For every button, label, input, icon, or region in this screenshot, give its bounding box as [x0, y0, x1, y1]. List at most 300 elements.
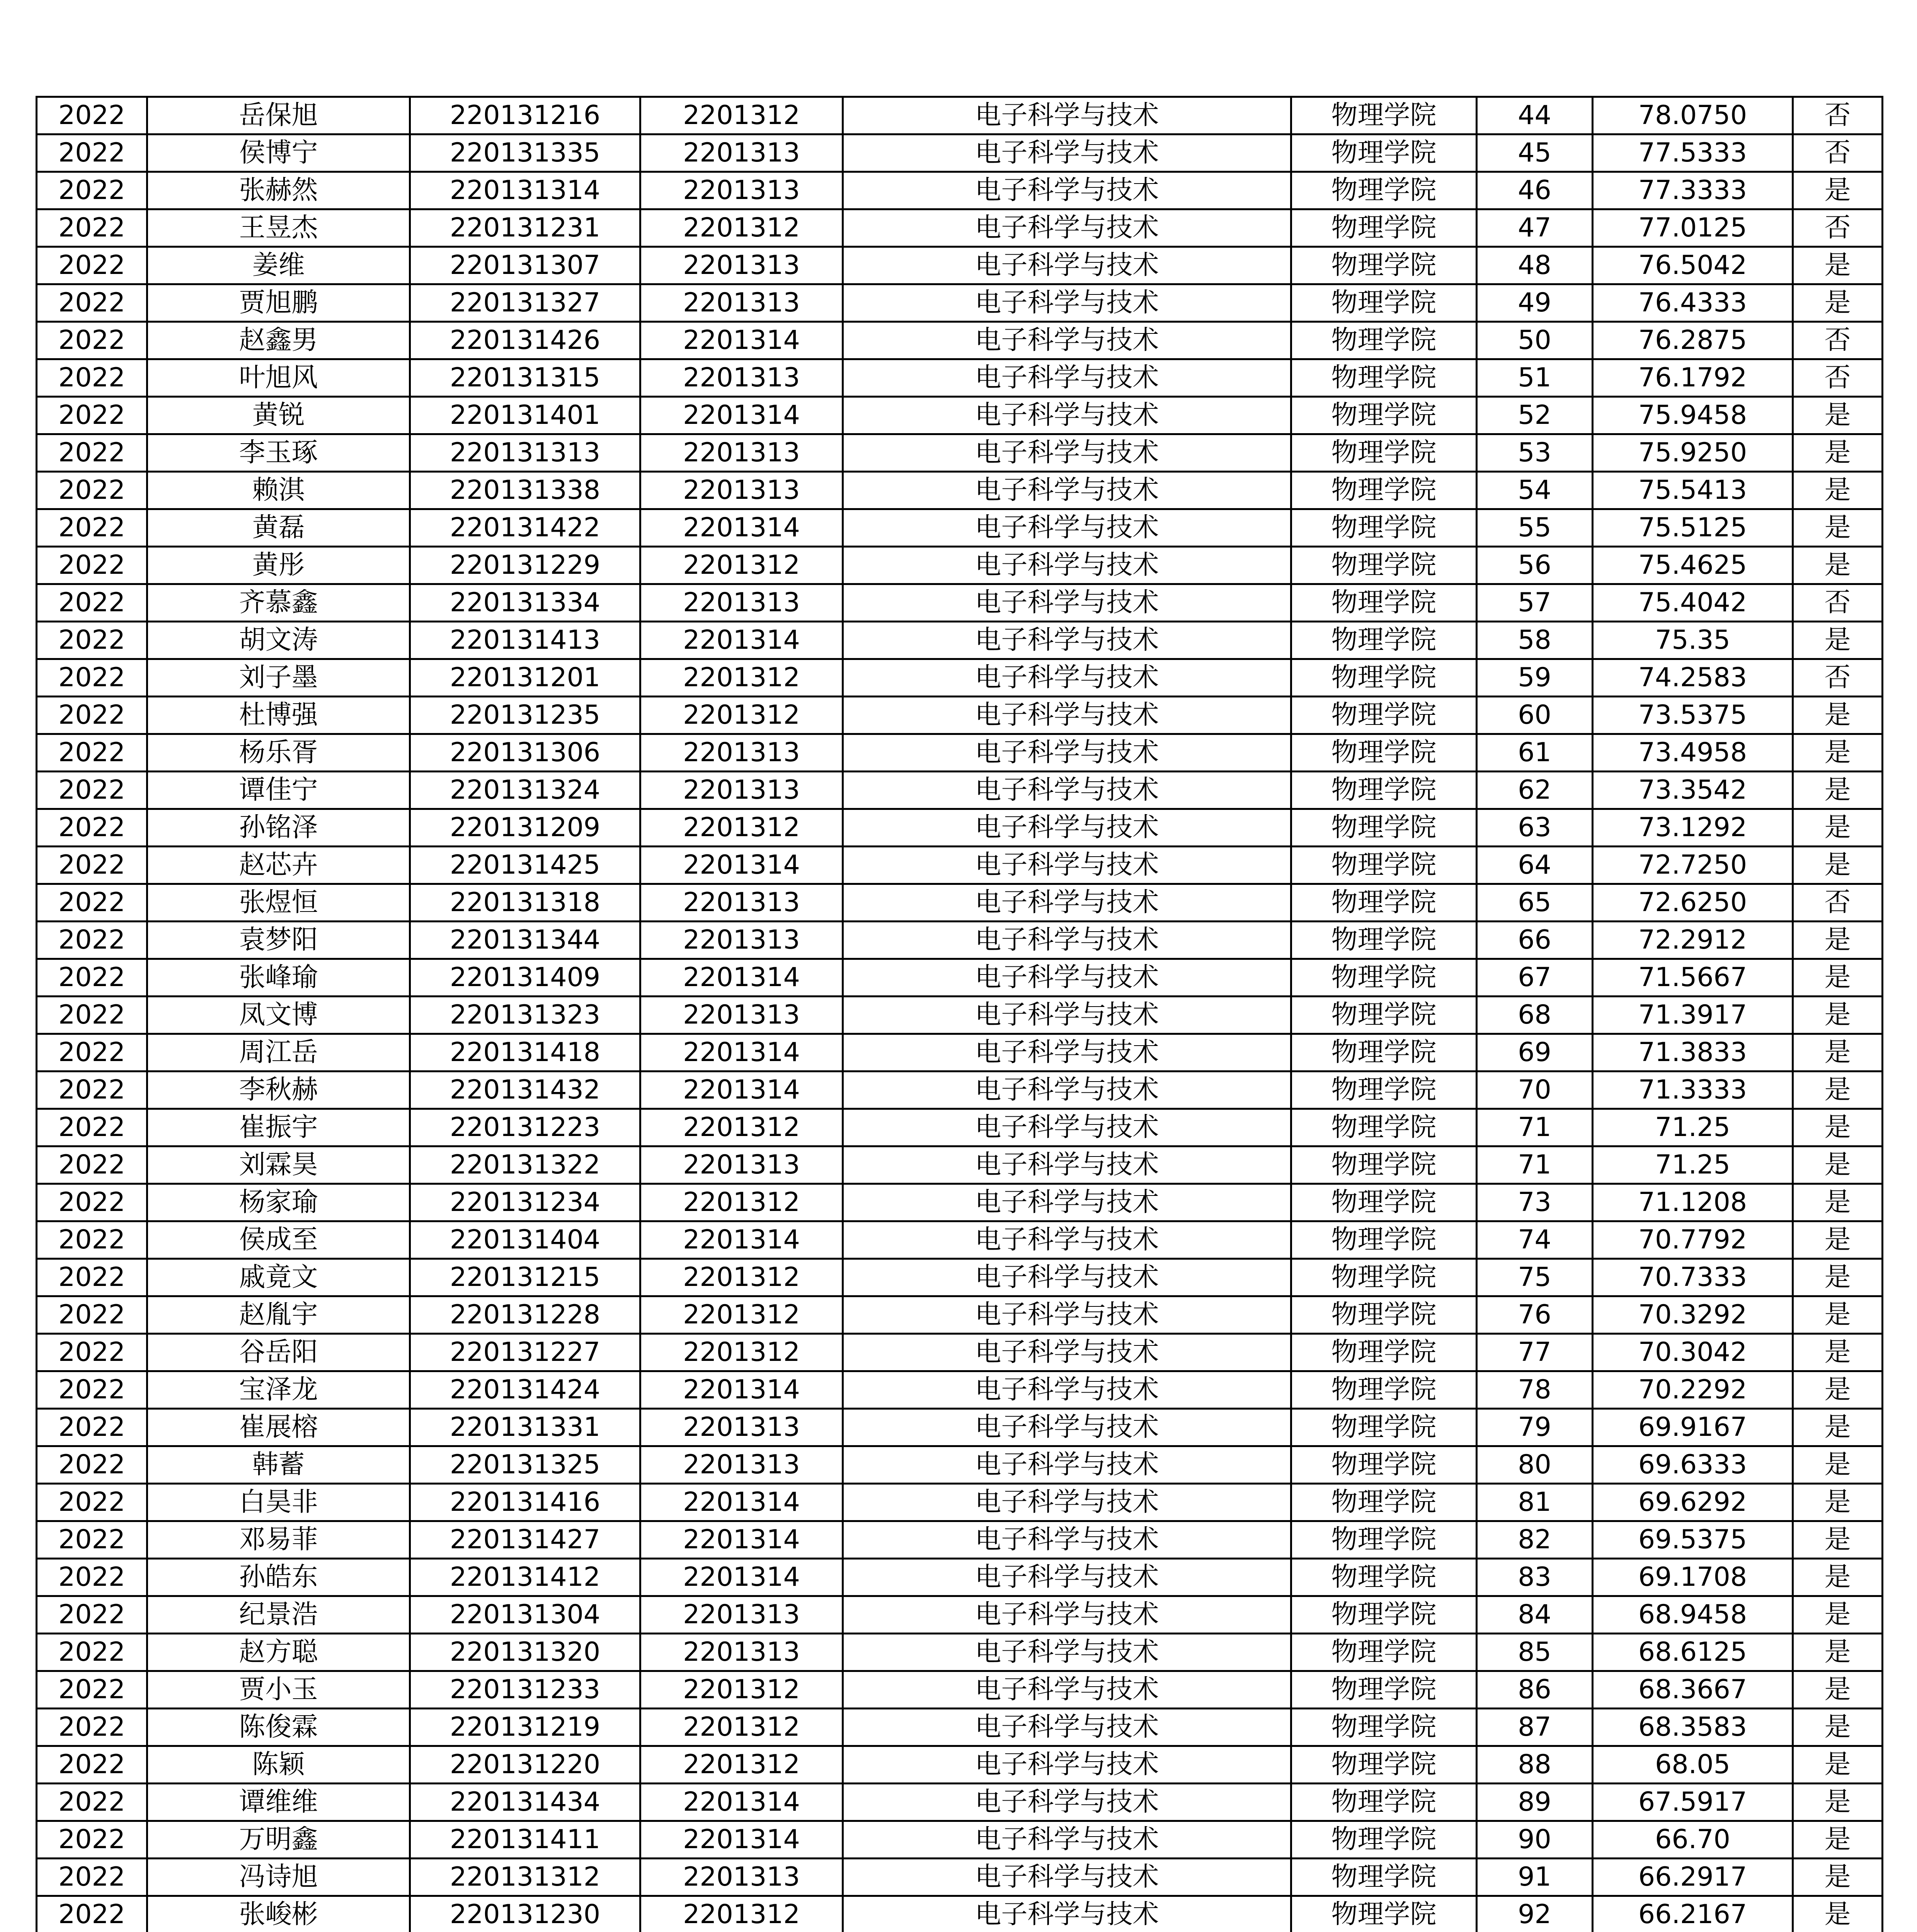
student-id-cell: 220131422: [410, 509, 640, 547]
year-cell: 2022: [37, 209, 147, 247]
eligibility-cell: 是: [1793, 1146, 1883, 1184]
table-row: [37, 1296, 1883, 1334]
student-id-cell: 220131401: [410, 397, 640, 434]
name-cell: 黄锐: [147, 397, 410, 434]
score-cell: 69.1708: [1593, 1559, 1793, 1596]
eligibility-cell: 是: [1793, 1746, 1883, 1784]
class-id-cell: 2201313: [640, 359, 843, 397]
college-cell: 物理学院: [1291, 1484, 1477, 1521]
score-cell: 69.6292: [1593, 1484, 1793, 1521]
eligibility-cell: 否: [1793, 359, 1883, 397]
score-cell: 77.5333: [1593, 134, 1793, 172]
student-id-cell: 220131344: [410, 922, 640, 959]
rank-cell: 66: [1477, 922, 1593, 959]
major-cell: 电子科学与技术: [843, 1896, 1291, 1932]
college-cell: 物理学院: [1291, 1296, 1477, 1334]
class-id-cell: 2201312: [640, 1334, 843, 1371]
major-cell: 电子科学与技术: [843, 509, 1291, 547]
college-cell: 物理学院: [1291, 772, 1477, 809]
college-cell: 物理学院: [1291, 1859, 1477, 1896]
table-row: [37, 1409, 1883, 1446]
major-cell: 电子科学与技术: [843, 1709, 1291, 1746]
college-cell: 物理学院: [1291, 1784, 1477, 1821]
major-cell: 电子科学与技术: [843, 1146, 1291, 1184]
score-cell: 68.3583: [1593, 1709, 1793, 1746]
name-cell: 谷岳阳: [147, 1334, 410, 1371]
college-cell: 物理学院: [1291, 359, 1477, 397]
college-cell: 物理学院: [1291, 659, 1477, 697]
rank-cell: 75: [1477, 1259, 1593, 1296]
class-id-cell: 2201312: [640, 809, 843, 847]
student-id-cell: 220131413: [410, 622, 640, 659]
name-cell: 陈颖: [147, 1746, 410, 1784]
eligibility-cell: 是: [1793, 284, 1883, 322]
score-cell: 78.0750: [1593, 97, 1793, 134]
rank-cell: 67: [1477, 959, 1593, 997]
college-cell: 物理学院: [1291, 284, 1477, 322]
class-id-cell: 2201312: [640, 1896, 843, 1932]
name-cell: 赵胤宇: [147, 1296, 410, 1334]
name-cell: 谭佳宁: [147, 772, 410, 809]
major-cell: 电子科学与技术: [843, 284, 1291, 322]
student-id-cell: 220131216: [410, 97, 640, 134]
eligibility-cell: 是: [1793, 1521, 1883, 1559]
major-cell: 电子科学与技术: [843, 584, 1291, 622]
year-cell: 2022: [37, 1634, 147, 1671]
rank-cell: 82: [1477, 1521, 1593, 1559]
class-id-cell: 2201313: [640, 284, 843, 322]
college-cell: 物理学院: [1291, 1409, 1477, 1446]
college-cell: 物理学院: [1291, 1146, 1477, 1184]
college-cell: 物理学院: [1291, 959, 1477, 997]
rank-cell: 73: [1477, 1184, 1593, 1221]
student-id-cell: 220131425: [410, 847, 640, 884]
class-id-cell: 2201314: [640, 622, 843, 659]
year-cell: 2022: [37, 1559, 147, 1596]
eligibility-cell: 是: [1793, 1334, 1883, 1371]
name-cell: 赵鑫男: [147, 322, 410, 359]
rank-cell: 58: [1477, 622, 1593, 659]
name-cell: 贾小玉: [147, 1671, 410, 1709]
table-row: [37, 997, 1883, 1034]
year-cell: 2022: [37, 659, 147, 697]
rank-cell: 63: [1477, 809, 1593, 847]
college-cell: 物理学院: [1291, 1596, 1477, 1634]
name-cell: 崔展榕: [147, 1409, 410, 1446]
year-cell: 2022: [37, 1334, 147, 1371]
college-cell: 物理学院: [1291, 1821, 1477, 1859]
year-cell: 2022: [37, 1896, 147, 1932]
college-cell: 物理学院: [1291, 397, 1477, 434]
ranking-table: [36, 96, 1883, 1932]
year-cell: 2022: [37, 1484, 147, 1521]
class-id-cell: 2201313: [640, 922, 843, 959]
name-cell: 侯成至: [147, 1221, 410, 1259]
table-row: [37, 322, 1883, 359]
name-cell: 刘子墨: [147, 659, 410, 697]
year-cell: 2022: [37, 322, 147, 359]
name-cell: 赵方聪: [147, 1634, 410, 1671]
eligibility-cell: 是: [1793, 959, 1883, 997]
student-id-cell: 220131325: [410, 1446, 640, 1484]
eligibility-cell: 是: [1793, 247, 1883, 284]
table-row: [37, 397, 1883, 434]
student-id-cell: 220131306: [410, 734, 640, 772]
name-cell: 张峻彬: [147, 1896, 410, 1932]
table-row: [37, 97, 1883, 134]
class-id-cell: 2201314: [640, 1559, 843, 1596]
eligibility-cell: 是: [1793, 1896, 1883, 1932]
college-cell: 物理学院: [1291, 322, 1477, 359]
class-id-cell: 2201312: [640, 1109, 843, 1146]
college-cell: 物理学院: [1291, 1521, 1477, 1559]
student-id-cell: 220131229: [410, 547, 640, 584]
year-cell: 2022: [37, 1709, 147, 1746]
class-id-cell: 2201313: [640, 434, 843, 472]
table-row: [37, 547, 1883, 584]
eligibility-cell: 是: [1793, 1484, 1883, 1521]
major-cell: 电子科学与技术: [843, 547, 1291, 584]
rank-cell: 87: [1477, 1709, 1593, 1746]
eligibility-cell: 是: [1793, 622, 1883, 659]
name-cell: 戚竟文: [147, 1259, 410, 1296]
class-id-cell: 2201312: [640, 1184, 843, 1221]
rank-cell: 47: [1477, 209, 1593, 247]
college-cell: 物理学院: [1291, 1071, 1477, 1109]
rank-cell: 81: [1477, 1484, 1593, 1521]
student-id-cell: 220131404: [410, 1221, 640, 1259]
year-cell: 2022: [37, 284, 147, 322]
score-cell: 70.2292: [1593, 1371, 1793, 1409]
table-row: [37, 697, 1883, 734]
student-id-cell: 220131227: [410, 1334, 640, 1371]
class-id-cell: 2201314: [640, 1521, 843, 1559]
major-cell: 电子科学与技术: [843, 847, 1291, 884]
year-cell: 2022: [37, 1671, 147, 1709]
rank-cell: 49: [1477, 284, 1593, 322]
student-id-cell: 220131209: [410, 809, 640, 847]
table-row: [37, 1746, 1883, 1784]
year-cell: 2022: [37, 1784, 147, 1821]
student-id-cell: 220131233: [410, 1671, 640, 1709]
major-cell: 电子科学与技术: [843, 1821, 1291, 1859]
major-cell: 电子科学与技术: [843, 1859, 1291, 1896]
name-cell: 杜博强: [147, 697, 410, 734]
eligibility-cell: 是: [1793, 997, 1883, 1034]
class-id-cell: 2201313: [640, 884, 843, 922]
score-cell: 71.25: [1593, 1109, 1793, 1146]
college-cell: 物理学院: [1291, 1709, 1477, 1746]
score-cell: 67.5917: [1593, 1784, 1793, 1821]
student-id-cell: 220131231: [410, 209, 640, 247]
year-cell: 2022: [37, 734, 147, 772]
table-row: [37, 1071, 1883, 1109]
eligibility-cell: 是: [1793, 1034, 1883, 1071]
name-cell: 张峰瑜: [147, 959, 410, 997]
major-cell: 电子科学与技术: [843, 1409, 1291, 1446]
class-id-cell: 2201314: [640, 959, 843, 997]
class-id-cell: 2201314: [640, 1371, 843, 1409]
rank-cell: 88: [1477, 1746, 1593, 1784]
table-row: [37, 1559, 1883, 1596]
major-cell: 电子科学与技术: [843, 697, 1291, 734]
name-cell: 凤文博: [147, 997, 410, 1034]
class-id-cell: 2201313: [640, 1596, 843, 1634]
year-cell: 2022: [37, 1859, 147, 1896]
student-id-cell: 220131320: [410, 1634, 640, 1671]
year-cell: 2022: [37, 1184, 147, 1221]
class-id-cell: 2201313: [640, 734, 843, 772]
major-cell: 电子科学与技术: [843, 1521, 1291, 1559]
eligibility-cell: 是: [1793, 172, 1883, 209]
name-cell: 叶旭风: [147, 359, 410, 397]
major-cell: 电子科学与技术: [843, 1484, 1291, 1521]
year-cell: 2022: [37, 1296, 147, 1334]
college-cell: 物理学院: [1291, 884, 1477, 922]
table-row: [37, 1671, 1883, 1709]
eligibility-cell: 否: [1793, 584, 1883, 622]
name-cell: 李玉琢: [147, 434, 410, 472]
eligibility-cell: 是: [1793, 809, 1883, 847]
student-id-cell: 220131412: [410, 1559, 640, 1596]
class-id-cell: 2201313: [640, 1146, 843, 1184]
year-cell: 2022: [37, 134, 147, 172]
eligibility-cell: 是: [1793, 1671, 1883, 1709]
class-id-cell: 2201314: [640, 397, 843, 434]
year-cell: 2022: [37, 1146, 147, 1184]
student-id-cell: 220131416: [410, 1484, 640, 1521]
name-cell: 白昊非: [147, 1484, 410, 1521]
major-cell: 电子科学与技术: [843, 434, 1291, 472]
rank-cell: 62: [1477, 772, 1593, 809]
table-row: [37, 359, 1883, 397]
name-cell: 姜维: [147, 247, 410, 284]
rank-cell: 64: [1477, 847, 1593, 884]
rank-cell: 51: [1477, 359, 1593, 397]
college-cell: 物理学院: [1291, 1184, 1477, 1221]
score-cell: 71.3917: [1593, 997, 1793, 1034]
score-cell: 75.35: [1593, 622, 1793, 659]
year-cell: 2022: [37, 434, 147, 472]
major-cell: 电子科学与技术: [843, 884, 1291, 922]
score-cell: 70.3042: [1593, 1334, 1793, 1371]
student-id-cell: 220131338: [410, 472, 640, 509]
table-row: [37, 584, 1883, 622]
class-id-cell: 2201312: [640, 697, 843, 734]
class-id-cell: 2201312: [640, 547, 843, 584]
score-cell: 76.2875: [1593, 322, 1793, 359]
class-id-cell: 2201314: [640, 1784, 843, 1821]
college-cell: 物理学院: [1291, 1109, 1477, 1146]
table-row: [37, 1484, 1883, 1521]
name-cell: 杨乐胥: [147, 734, 410, 772]
student-id-cell: 220131434: [410, 1784, 640, 1821]
score-cell: 69.9167: [1593, 1409, 1793, 1446]
student-id-cell: 220131304: [410, 1596, 640, 1634]
eligibility-cell: 否: [1793, 659, 1883, 697]
eligibility-cell: 是: [1793, 697, 1883, 734]
rank-cell: 57: [1477, 584, 1593, 622]
rank-cell: 44: [1477, 97, 1593, 134]
eligibility-cell: 否: [1793, 97, 1883, 134]
table-row: [37, 509, 1883, 547]
eligibility-cell: 是: [1793, 1296, 1883, 1334]
name-cell: 万明鑫: [147, 1821, 410, 1859]
class-id-cell: 2201313: [640, 997, 843, 1034]
score-cell: 71.1208: [1593, 1184, 1793, 1221]
college-cell: 物理学院: [1291, 1034, 1477, 1071]
eligibility-cell: 是: [1793, 1821, 1883, 1859]
rank-cell: 84: [1477, 1596, 1593, 1634]
college-cell: 物理学院: [1291, 97, 1477, 134]
score-cell: 71.5667: [1593, 959, 1793, 997]
year-cell: 2022: [37, 397, 147, 434]
name-cell: 李秋赫: [147, 1071, 410, 1109]
class-id-cell: 2201312: [640, 209, 843, 247]
major-cell: 电子科学与技术: [843, 959, 1291, 997]
student-id-cell: 220131230: [410, 1896, 640, 1932]
name-cell: 冯诗旭: [147, 1859, 410, 1896]
college-cell: 物理学院: [1291, 134, 1477, 172]
eligibility-cell: 是: [1793, 772, 1883, 809]
rank-cell: 68: [1477, 997, 1593, 1034]
score-cell: 68.9458: [1593, 1596, 1793, 1634]
score-cell: 68.3667: [1593, 1671, 1793, 1709]
table-row: [37, 847, 1883, 884]
name-cell: 刘霖昊: [147, 1146, 410, 1184]
table-row: [37, 134, 1883, 172]
rank-cell: 74: [1477, 1221, 1593, 1259]
class-id-cell: 2201313: [640, 584, 843, 622]
eligibility-cell: 否: [1793, 322, 1883, 359]
major-cell: 电子科学与技术: [843, 622, 1291, 659]
table-row: [37, 172, 1883, 209]
college-cell: 物理学院: [1291, 697, 1477, 734]
rank-cell: 80: [1477, 1446, 1593, 1484]
name-cell: 张煜恒: [147, 884, 410, 922]
year-cell: 2022: [37, 584, 147, 622]
college-cell: 物理学院: [1291, 547, 1477, 584]
college-cell: 物理学院: [1291, 1559, 1477, 1596]
class-id-cell: 2201313: [640, 1446, 843, 1484]
eligibility-cell: 是: [1793, 1184, 1883, 1221]
student-id-cell: 220131318: [410, 884, 640, 922]
score-cell: 70.7333: [1593, 1259, 1793, 1296]
major-cell: 电子科学与技术: [843, 1334, 1291, 1371]
rank-cell: 48: [1477, 247, 1593, 284]
student-id-cell: 220131411: [410, 1821, 640, 1859]
year-cell: 2022: [37, 472, 147, 509]
major-cell: 电子科学与技术: [843, 247, 1291, 284]
score-cell: 76.1792: [1593, 359, 1793, 397]
student-id-cell: 220131235: [410, 697, 640, 734]
table-row: [37, 1634, 1883, 1671]
student-id-cell: 220131418: [410, 1034, 640, 1071]
college-cell: 物理学院: [1291, 1671, 1477, 1709]
name-cell: 陈俊霖: [147, 1709, 410, 1746]
table-row: [37, 1221, 1883, 1259]
table-row: [37, 1521, 1883, 1559]
table-row: [37, 772, 1883, 809]
score-cell: 69.5375: [1593, 1521, 1793, 1559]
name-cell: 孙皓东: [147, 1559, 410, 1596]
rank-cell: 55: [1477, 509, 1593, 547]
college-cell: 物理学院: [1291, 434, 1477, 472]
college-cell: 物理学院: [1291, 172, 1477, 209]
major-cell: 电子科学与技术: [843, 97, 1291, 134]
score-cell: 68.05: [1593, 1746, 1793, 1784]
name-cell: 纪景浩: [147, 1596, 410, 1634]
rank-cell: 78: [1477, 1371, 1593, 1409]
major-cell: 电子科学与技术: [843, 1746, 1291, 1784]
year-cell: 2022: [37, 809, 147, 847]
name-cell: 胡文涛: [147, 622, 410, 659]
class-id-cell: 2201313: [640, 1409, 843, 1446]
class-id-cell: 2201314: [640, 1821, 843, 1859]
class-id-cell: 2201314: [640, 509, 843, 547]
college-cell: 物理学院: [1291, 247, 1477, 284]
year-cell: 2022: [37, 172, 147, 209]
major-cell: 电子科学与技术: [843, 1259, 1291, 1296]
year-cell: 2022: [37, 697, 147, 734]
student-id-cell: 220131427: [410, 1521, 640, 1559]
year-cell: 2022: [37, 772, 147, 809]
score-cell: 69.6333: [1593, 1446, 1793, 1484]
rank-cell: 59: [1477, 659, 1593, 697]
student-id-cell: 220131432: [410, 1071, 640, 1109]
score-cell: 75.9458: [1593, 397, 1793, 434]
rank-cell: 56: [1477, 547, 1593, 584]
score-cell: 73.1292: [1593, 809, 1793, 847]
year-cell: 2022: [37, 1446, 147, 1484]
student-id-cell: 220131313: [410, 434, 640, 472]
table-row: [37, 209, 1883, 247]
table-row: [37, 622, 1883, 659]
student-id-cell: 220131322: [410, 1146, 640, 1184]
score-cell: 76.5042: [1593, 247, 1793, 284]
year-cell: 2022: [37, 1409, 147, 1446]
class-id-cell: 2201314: [640, 322, 843, 359]
eligibility-cell: 否: [1793, 134, 1883, 172]
college-cell: 物理学院: [1291, 509, 1477, 547]
name-cell: 韩蓄: [147, 1446, 410, 1484]
class-id-cell: 2201314: [640, 1071, 843, 1109]
eligibility-cell: 是: [1793, 922, 1883, 959]
major-cell: 电子科学与技术: [843, 1784, 1291, 1821]
rank-cell: 83: [1477, 1559, 1593, 1596]
score-cell: 68.6125: [1593, 1634, 1793, 1671]
year-cell: 2022: [37, 509, 147, 547]
major-cell: 电子科学与技术: [843, 997, 1291, 1034]
score-cell: 75.5413: [1593, 472, 1793, 509]
college-cell: 物理学院: [1291, 809, 1477, 847]
eligibility-cell: 是: [1793, 1559, 1883, 1596]
score-cell: 66.2167: [1593, 1896, 1793, 1932]
eligibility-cell: 是: [1793, 1071, 1883, 1109]
student-id-cell: 220131314: [410, 172, 640, 209]
student-id-cell: 220131215: [410, 1259, 640, 1296]
eligibility-cell: 是: [1793, 509, 1883, 547]
major-cell: 电子科学与技术: [843, 209, 1291, 247]
name-cell: 赵芯卉: [147, 847, 410, 884]
score-cell: 75.4625: [1593, 547, 1793, 584]
table-row: [37, 1109, 1883, 1146]
college-cell: 物理学院: [1291, 1634, 1477, 1671]
rank-cell: 70: [1477, 1071, 1593, 1109]
name-cell: 邓易菲: [147, 1521, 410, 1559]
student-id-cell: 220131219: [410, 1709, 640, 1746]
name-cell: 岳保旭: [147, 97, 410, 134]
